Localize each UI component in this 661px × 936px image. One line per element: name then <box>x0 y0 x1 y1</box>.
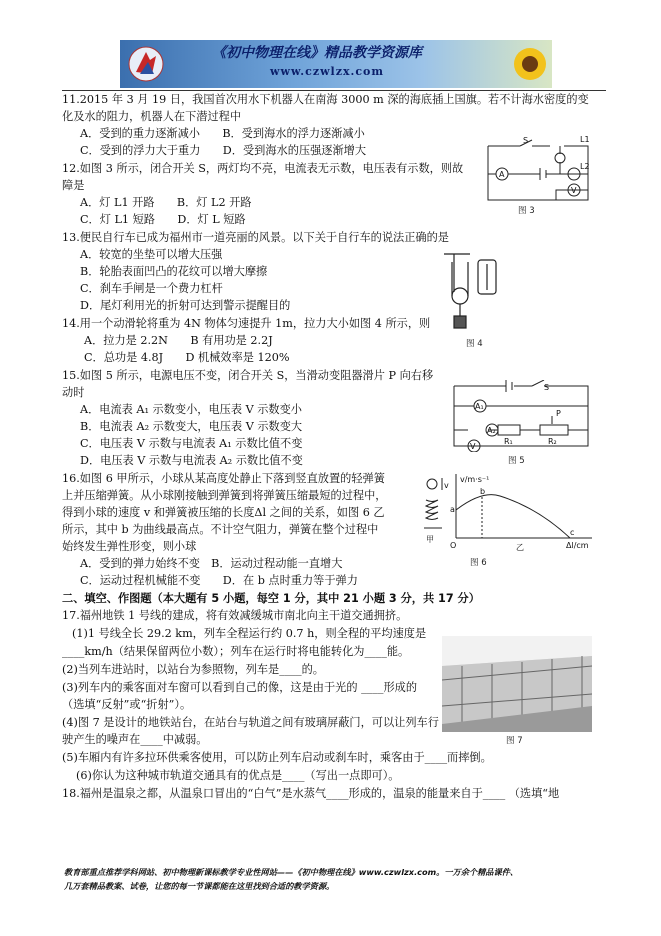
figure-7-photo <box>442 636 592 746</box>
option-line: D．电压表 V 示数与电流表 A₂ 示数比值不变 <box>80 454 303 467</box>
text-line: ____km/h（结果保留两位小数）；列车在运行时将电能转化为____能。 <box>62 645 410 658</box>
figure-6 <box>420 472 600 572</box>
figure-3-circuit <box>480 134 598 216</box>
figure-6-caption: 图 6 <box>470 558 487 568</box>
label-a2: A₂ <box>487 426 496 435</box>
option-line: A．较宽的坐垫可以增大压强 <box>80 248 223 261</box>
circuit-diagram-5 <box>448 380 598 452</box>
text-line: 化及水的阻力，机器人在下潜过程中 <box>62 110 242 123</box>
label-v: V <box>571 186 577 195</box>
option-line: C．受到的浮力大于重力 D．受到海水的压强逐渐增大 <box>80 144 367 157</box>
label-l2: L2 <box>580 162 590 171</box>
option-line: B．电流表 A₂ 示数变大，电压表 V 示数变大 <box>80 420 303 433</box>
figure-5-circuit <box>448 380 598 470</box>
text-line: 障是 <box>62 179 85 192</box>
label-jia: 甲 <box>426 535 434 544</box>
footer-line: 教育部重点推荐学科网站、初中物理新课标教学专业性网站——《初中物理在线》www.czwlzx.com。一万余个精品课件、 <box>64 867 519 877</box>
label-o6: O <box>450 541 457 550</box>
text-line: 13.便民自行车已成为福州市一道亮丽的风景。以下关于自行车的说法正确的是 <box>62 231 449 244</box>
option-line: A．灯 L1 开路 B．灯 L2 开路 <box>80 196 252 209</box>
banner-url: www.czwlzx.com <box>270 65 385 78</box>
pulley-icon <box>440 252 510 332</box>
option-line: A．受到的弹力始终不变 B．运动过程动能一直增大 <box>80 557 343 570</box>
label-r2: R₂ <box>548 437 557 446</box>
label-v-unit: v/m·s⁻¹ <box>460 475 490 484</box>
figure-3-caption: 图 3 <box>518 206 535 216</box>
text-line: (6)你认为这种城市轨道交通具有的优点是____（写出一点即可）。 <box>76 769 400 782</box>
label-a: A <box>499 170 505 179</box>
label-s: S <box>523 136 529 145</box>
text-line: 11.2015 年 3 月 19 日，我国首次用水下机器人在南海 3000 m 深的海底插上国旗。若不计海水密度的变 <box>62 93 589 106</box>
option-line: C．总功是 4.8J D 机械效率是 120% <box>84 351 290 364</box>
text-line: 上并压缩弹簧。从小球刚接触到弹簧到将弹簧压缩最短的过程中， <box>62 489 387 502</box>
option-line: D．尾灯利用光的折射可达到警示提醒目的 <box>80 299 291 312</box>
logo-icon <box>126 44 166 84</box>
option-line: C．电压表 V 示数与电流表 A₁ 示数比值不变 <box>80 437 303 450</box>
label-b6: b <box>480 487 486 496</box>
figure-4-caption: 图 4 <box>466 339 483 349</box>
metro-station-image <box>442 636 592 732</box>
section-heading: 二、填空、作图题（本大题有 5 小题，每空 1 分，其中 21 小题 3 分，共 17 分） <box>62 592 480 605</box>
label-s5: S <box>544 383 550 392</box>
label-a6: a <box>450 505 455 514</box>
banner-title: 《初中物理在线》精品教学资源库 <box>212 45 422 61</box>
figure-5-caption: 图 5 <box>508 456 525 466</box>
option-line: B．轮胎表面凹凸的花纹可以增大摩擦 <box>80 265 268 278</box>
option-line: C．运动过程机械能不变 D．在 b 点时重力等于弹力 <box>80 574 358 587</box>
label-v5: V <box>470 442 476 451</box>
label-yi: 乙 <box>516 543 524 552</box>
label-p: P <box>556 409 561 418</box>
pulley-image <box>440 252 510 332</box>
option-line: A．电流表 A₁ 示数变小，电压表 V 示数变小 <box>80 403 302 416</box>
text-line: 始终发生弹性形变，则小球 <box>62 540 197 553</box>
label-c6: c <box>570 528 575 537</box>
text-line: （选填“反射”或“折射”）。 <box>62 698 192 711</box>
text-line: 16.如图 6 甲所示，小球从某高度处静止下落到竖直放置的轻弹簧 <box>62 472 385 485</box>
text-line: (3)列车内的乘客面对车窗可以看到自己的像，这是由于光的 ____形成的 <box>62 681 418 694</box>
text-line: 驶产生的噪声在____中减弱。 <box>62 733 208 746</box>
velocity-graph <box>420 472 600 554</box>
option-line: C．刹车手闸是一个费力杠杆 <box>80 282 223 295</box>
text-line: (1)1 号线全长 29.2 km，列车全程运行约 0.7 h，则全程的平均速度是 <box>72 627 427 640</box>
label-r1: R₁ <box>504 437 513 446</box>
header-rule <box>62 90 606 91</box>
figure-7-caption: 图 7 <box>506 736 523 746</box>
footer-line: 几万套精品教案、试卷，让您的每一节课都能在这里找到合适的教学资源。 <box>64 881 335 891</box>
circuit-diagram <box>480 134 598 204</box>
text-line: 得到小球的速度 v 和弹簧被压缩的长度Δl 之间的关系，如图 6 乙 <box>62 506 385 519</box>
option-line: A．受到的重力逐渐减小 B．受到海水的浮力逐渐减小 <box>80 127 365 140</box>
text-line: 18.福州是温泉之都，从温泉口冒出的“白气”是水蒸气____形成的，温泉的能量来自于____ （选填“地 <box>62 787 560 800</box>
text-line: (5)车厢内有许多拉环供乘客使用，可以防止列车启动或刹车时，乘客由于____而摔倒。 <box>62 751 492 764</box>
text-line: 所示，其中 b 为曲线最高点。不计空气阻力，弹簧在整个过程中 <box>62 523 379 536</box>
header-banner <box>120 40 552 88</box>
label-dl: Δl/cm <box>566 541 589 550</box>
text-line: (2)当列车进站时，以站台为参照物，列车是____的。 <box>62 663 324 676</box>
label-a1: A₁ <box>475 402 484 411</box>
sunflower-icon <box>508 42 552 86</box>
label-l1: L1 <box>580 135 590 144</box>
option-line: C．灯 L1 短路 D．灯 L 短路 <box>80 213 246 226</box>
text-line: 14.用一个动滑轮将重为 4N 物体匀速提升 1m，拉力大小如图 4 所示，则 <box>62 317 431 330</box>
label-v6: v <box>444 481 449 490</box>
option-line: A．拉力是 2.2N B 有用功是 2.2J <box>84 334 273 347</box>
text-line: 15.如图 5 所示，电源电压不变，闭合开关 S，当滑动变阻器滑片 P 向右移 <box>62 369 434 382</box>
text-line: (4)图 7 是设计的地铁站台，在站台与轨道之间有玻璃屏蔽门，可以让列车行 <box>62 716 439 729</box>
text-line: 12.如图 3 所示，闭合开关 S，两灯均不亮，电流表无示数，电压表有示数，则故 <box>62 162 464 175</box>
text-line: 动时 <box>62 386 85 399</box>
text-line: 17.福州地铁 1 号线的建成，将有效减缓城市南北向主干道交通拥挤。 <box>62 609 408 622</box>
